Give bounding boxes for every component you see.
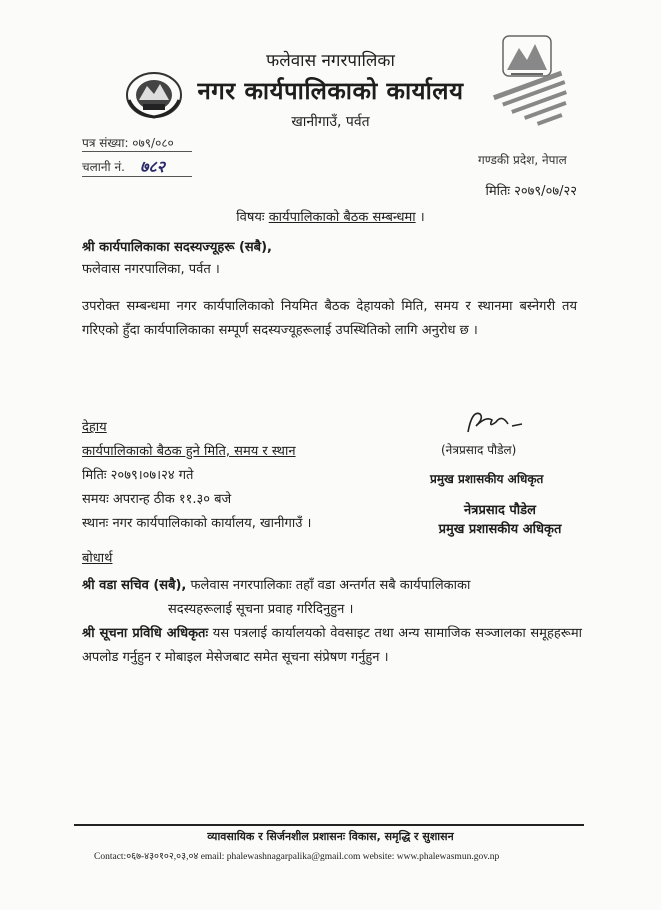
cc-recipient: श्री वडा सचिव (सबै), — [82, 578, 187, 593]
dispatch-number-label: चलानी नं. — [82, 160, 125, 174]
subject-text: कार्यपालिकाको बैठक सम्बन्धमा — [268, 210, 416, 225]
subject-suffix: । — [419, 210, 425, 225]
footer-motto: व्यावसायिक र सिर्जनशील प्रशासनः विकास, समृद्धि र सुशासन — [207, 830, 454, 843]
office-location: खानीगाउँ, पर्वत — [291, 114, 370, 130]
signatory-title: प्रमुख प्रशासकीय अधिकृत — [430, 472, 544, 486]
municipality-seal-icon — [485, 30, 580, 138]
body-paragraph: उपरोक्त सम्बन्धमा नगर कार्यपालिकाको नियमित बैठक देहायको मिति, समय र स्थानमा बस्नेगरी तय गरिएको हुँदा कार्यपालिकाका सम्पूर्ण सदस्यज्यूहरूलाई उपस्थितिको लागि अनुरोध छ । — [82, 299, 577, 338]
cc-text: फलेवास नगरपालिकाः तहाँ वडा अन्तर्गत सबै कार्यपालिकाका — [190, 578, 471, 593]
province-label: गण्डकी प्रदेश, नेपाल — [478, 153, 567, 167]
meeting-place: स्थानः नगर कार्यपालिकाको कार्यालय, खानीगाउँ । — [82, 516, 312, 531]
cc-label: बोधार्थ — [82, 551, 113, 566]
municipality-name: फलेवास नगरपालिका — [266, 51, 395, 71]
addressee-org: फलेवास नगरपालिका, पर्वत । — [82, 262, 220, 277]
dispatch-number: ७८२ — [140, 157, 165, 176]
office-title: नगर कार्यपालिकाको कार्यालय — [197, 77, 464, 105]
signatory-name: (नेत्रप्रसाद पौडेल) — [441, 443, 517, 457]
details-heading: देहाय — [82, 420, 107, 435]
footer-contact: Contact:०६७-४३०१०२,०३,०४ email: phalewashnagarpalika@gmail.com website: www.phalewasmun.gov.np — [94, 852, 500, 862]
subject-prefix: विषयः — [236, 210, 265, 225]
cc-recipient: श्री सूचना प्रविधि अधिकृतः — [82, 626, 209, 641]
stamp-name: नेत्रप्रसाद पौडेल — [464, 503, 536, 518]
subject-line — [0, 207, 661, 225]
ref-underline — [82, 176, 192, 177]
ref-underline — [82, 151, 192, 152]
footer-divider — [74, 824, 584, 826]
cc-item-ward-secretary — [82, 574, 582, 598]
stamp-title: प्रमुख प्रशासकीय अधिकृत — [438, 522, 562, 537]
cc-text-continued: सदस्यहरूलाई सूचना प्रवाह गरिदिनुहुन । — [168, 602, 354, 617]
letter-number: पत्र संख्या: ०७९/०८० — [82, 136, 174, 150]
meeting-date: मितिः २०७९।०७।२४ गते — [82, 468, 194, 483]
addressee-line: श्री कार्यपालिकाका सदस्यज्यूहरू (सबै), — [82, 240, 272, 255]
cc-text: यस पत्रलाई कार्यालयको वेवसाइट तथा अन्य सामाजिक सञ्जालका समूहहरूमा अपलोड गर्नुहुन र मोबाइल मेसेजबाट समेत सूचना संप्रेषण गर्नुहुन । — [82, 626, 582, 665]
cc-item-it-officer — [82, 622, 582, 670]
details-subheading: कार्यपालिकाको बैठक हुने मिति, समय र स्थान — [82, 444, 296, 459]
meeting-time: समयः अपरान्ह ठीक ११.३० बजे — [82, 492, 232, 507]
signature-icon — [462, 404, 532, 440]
letter-date: मितिः २०७९/०७/२२ — [485, 184, 577, 199]
